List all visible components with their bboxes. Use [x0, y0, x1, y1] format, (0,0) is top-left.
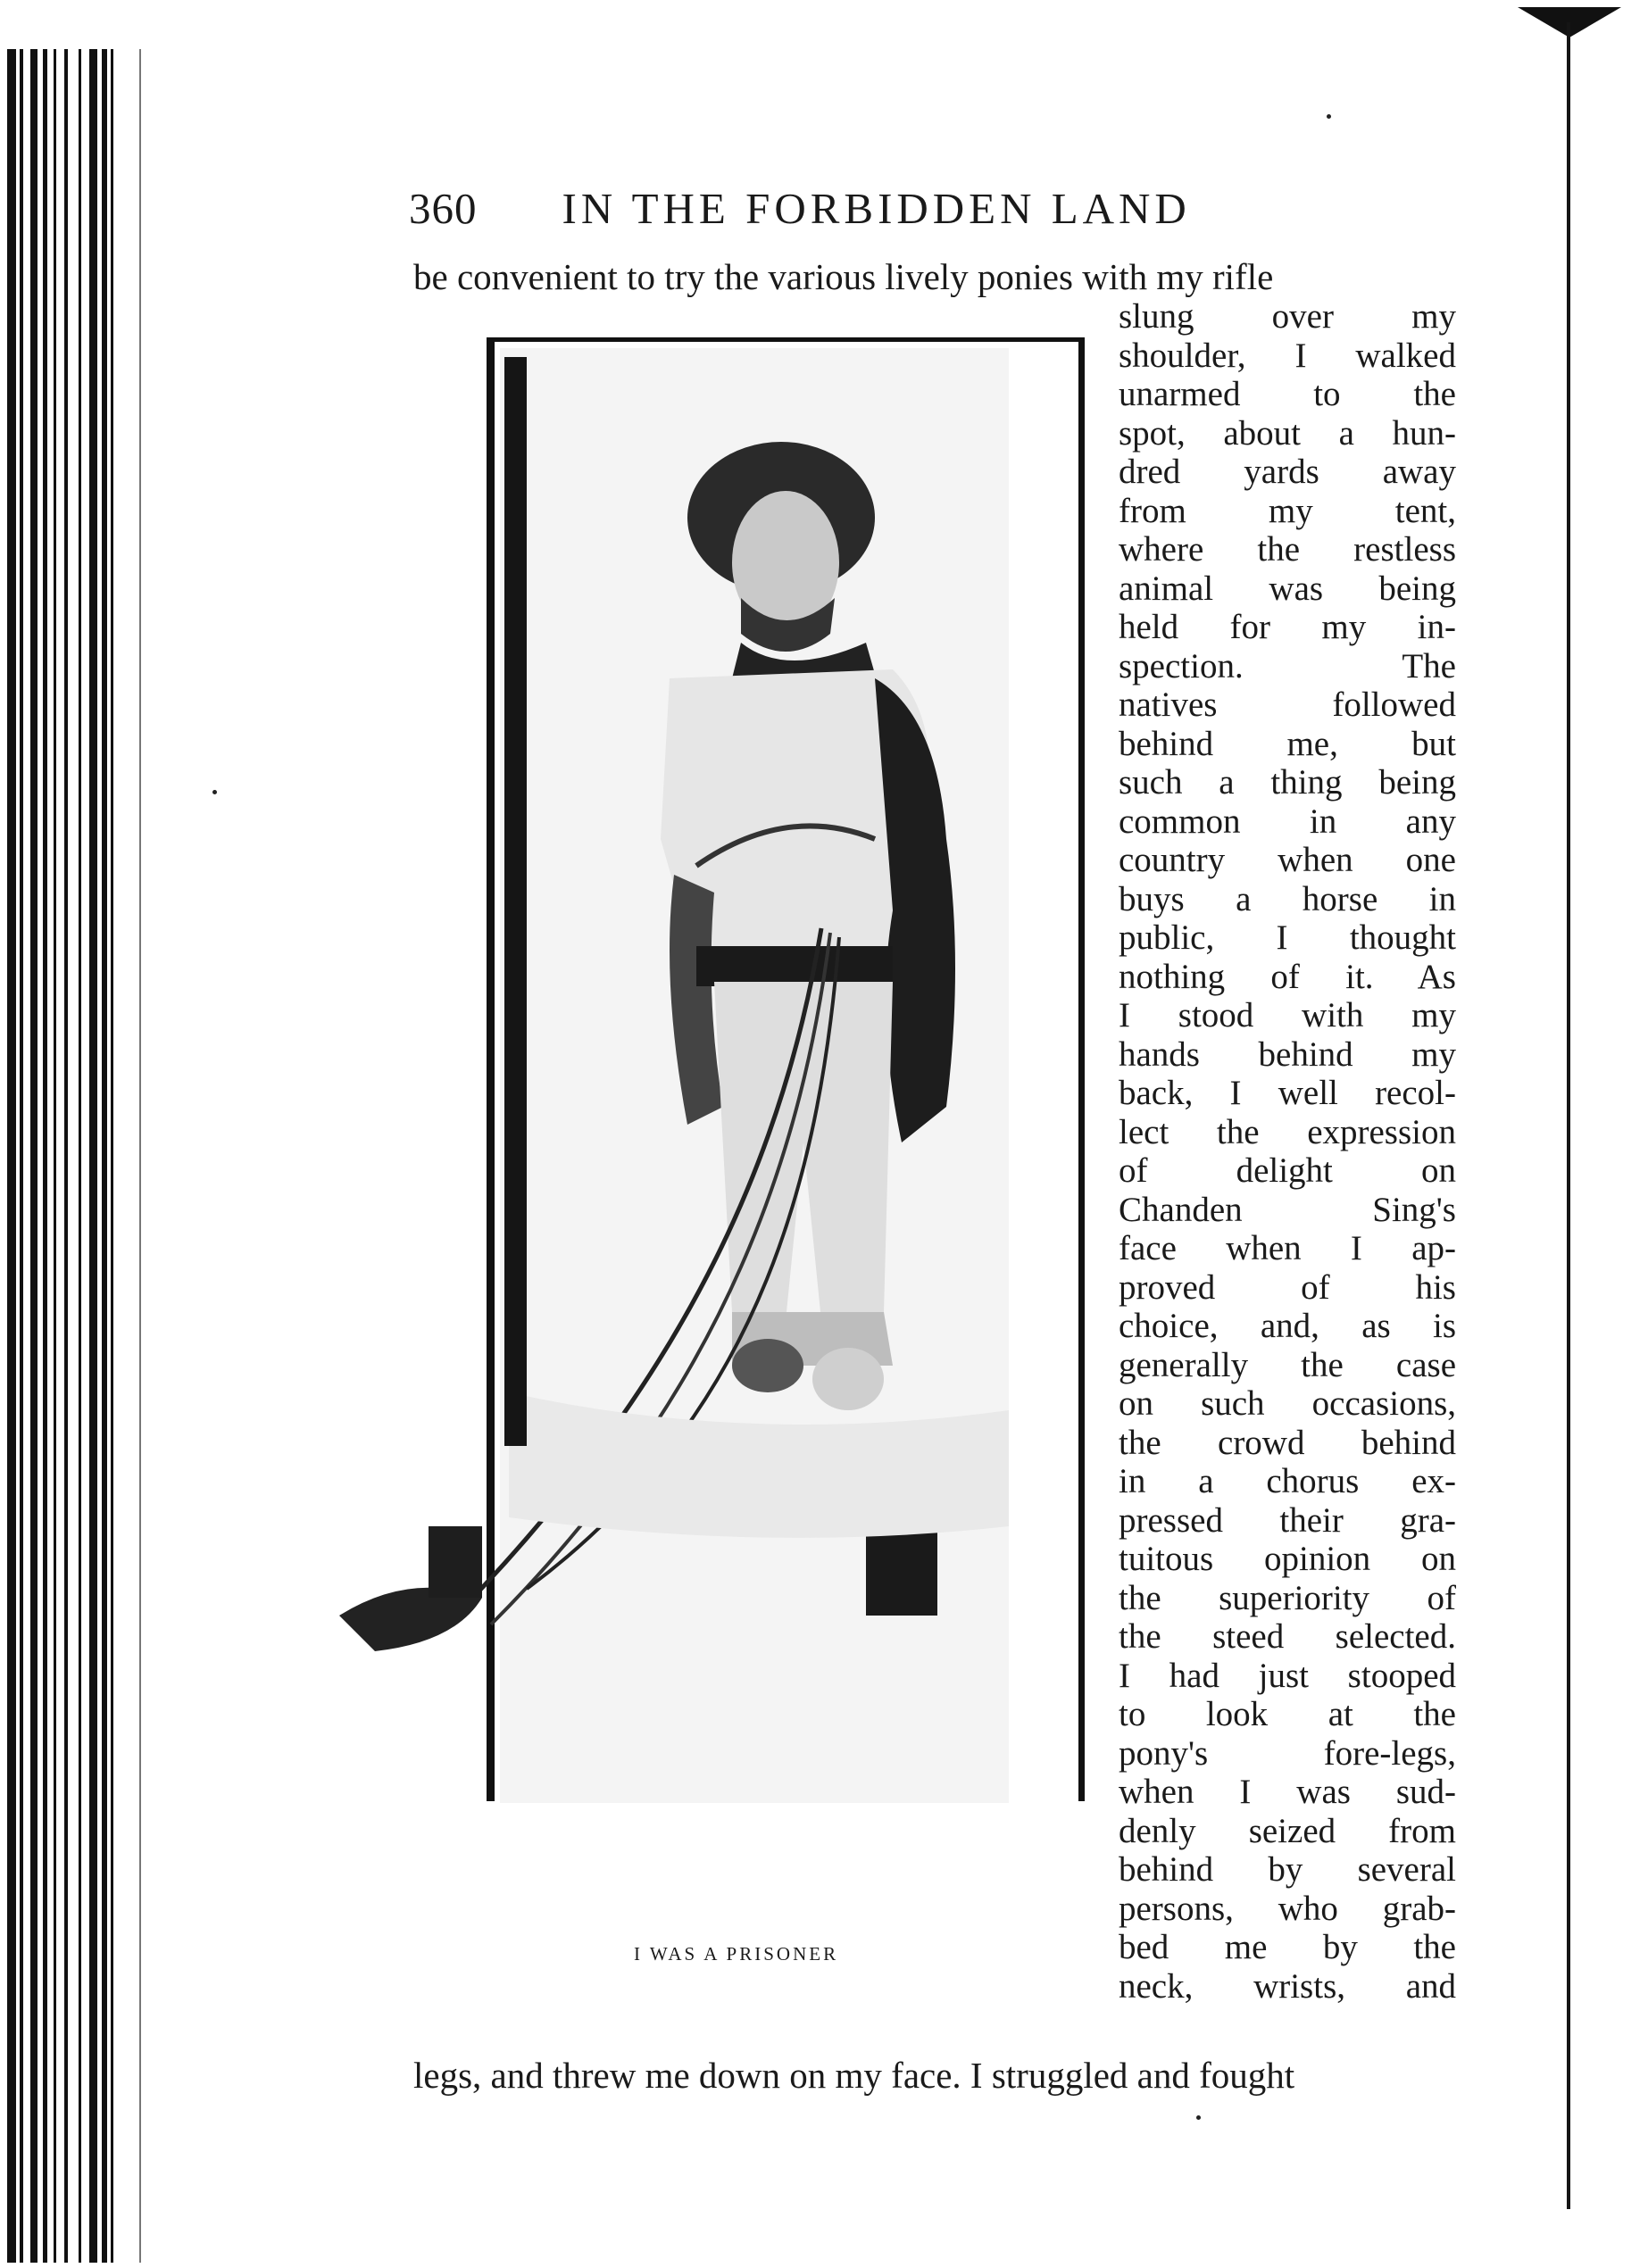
prisoner-photograph [321, 339, 1098, 1928]
column-text-line: face when I ap- [1119, 1229, 1456, 1267]
column-text-line: persons, who grab- [1119, 1889, 1456, 1928]
column-text-line: shoulder, I walked [1119, 336, 1456, 375]
column-text-line: slung over my [1119, 297, 1456, 336]
column-text-line: bed me by the [1119, 1928, 1456, 1966]
column-text-line: when I was sud- [1119, 1773, 1456, 1811]
body-last-line: legs, and threw me down on my face. I struggled and fought [413, 2055, 1295, 2096]
column-text-line: spection. The [1119, 646, 1456, 685]
column-text-line: lect the expression [1119, 1112, 1456, 1151]
body-first-line: be convenient to try the various lively ponies with my rifle [413, 256, 1274, 297]
running-title: IN THE FORBIDDEN LAND [562, 184, 1191, 233]
column-text-line: proved of his [1119, 1267, 1456, 1307]
page-number: 360 [409, 184, 478, 233]
column-text-line: pressed their gra- [1119, 1500, 1456, 1540]
column-text-line: generally the case [1119, 1345, 1456, 1384]
column-text-line: denly seized from [1119, 1811, 1456, 1850]
column-text-line: natives followed [1119, 685, 1456, 724]
speck [1196, 2115, 1201, 2120]
column-text-line: on such occasions, [1119, 1384, 1456, 1423]
column-text-line: public, I thought [1119, 918, 1456, 957]
column-text-line: such a thing being [1119, 763, 1456, 802]
body-column [1119, 297, 1456, 2006]
column-text-line: of delight on [1119, 1151, 1456, 1190]
column-text-line: hands behind my [1119, 1034, 1456, 1074]
column-text-line: choice, and, as is [1119, 1307, 1456, 1345]
column-text-line: unarmed to the [1119, 375, 1456, 413]
speck [1327, 114, 1331, 119]
column-text-line: country when one [1119, 841, 1456, 879]
column-text-line: common in any [1119, 802, 1456, 841]
column-text-line: animal was being [1119, 569, 1456, 608]
column-text-line: from my tent, [1119, 491, 1456, 530]
figure-caption: I WAS A PRISONER [634, 1943, 839, 1965]
column-text-line: I had just stooped [1119, 1656, 1456, 1695]
column-text-line: behind by several [1119, 1850, 1456, 1889]
column-text-line: back, I well recol- [1119, 1074, 1456, 1112]
column-text-line: the superiority of [1119, 1578, 1456, 1617]
column-text-line: I stood with my [1119, 996, 1456, 1034]
column-text-line: behind me, but [1119, 724, 1456, 763]
column-text-line: the steed selected. [1119, 1617, 1456, 1656]
column-text-line: the crowd behind [1119, 1423, 1456, 1462]
column-text-line: tuitous opinion on [1119, 1540, 1456, 1578]
column-text-line: dred yards away [1119, 453, 1456, 491]
column-text-line: spot, about a hun- [1119, 413, 1456, 453]
book-spine-shadow [0, 49, 152, 2263]
column-text-line: where the restless [1119, 530, 1456, 569]
column-text-line: buys a horse in [1119, 879, 1456, 918]
column-text-line: in a chorus ex- [1119, 1462, 1456, 1500]
speck [212, 790, 217, 794]
page-edge-line [1567, 22, 1570, 2209]
page-header [409, 183, 1302, 234]
column-text-line: nothing of it. As [1119, 957, 1456, 996]
column-text-line: pony's fore-legs, [1119, 1733, 1456, 1773]
column-text-line: held for my in- [1119, 608, 1456, 646]
column-text-line: to look at the [1119, 1695, 1456, 1733]
column-text-line: Chanden Sing's [1119, 1190, 1456, 1229]
column-text-line: neck, wrists, and [1119, 1966, 1456, 2006]
